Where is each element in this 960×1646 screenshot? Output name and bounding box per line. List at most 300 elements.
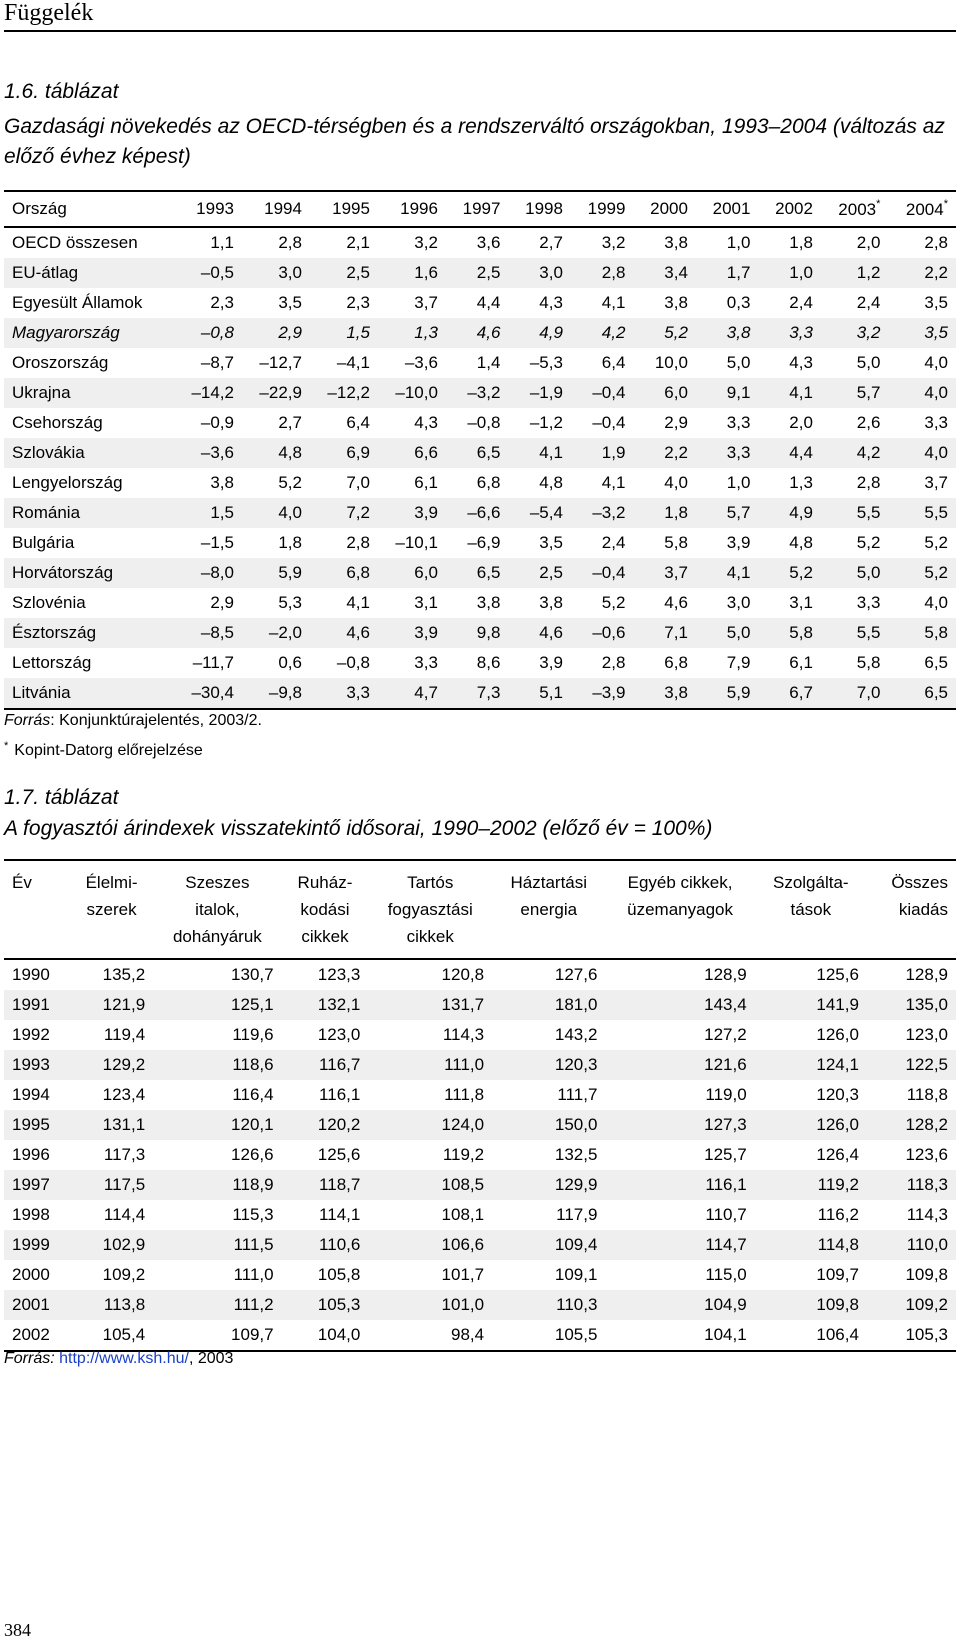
column-header-year xyxy=(821,191,888,227)
column-header-label: 2003 xyxy=(838,200,877,219)
value-cell: 3,9 xyxy=(539,653,563,672)
value-cell: 1,8 xyxy=(789,233,813,252)
year-cell: 1997 xyxy=(4,1170,70,1200)
column-header-label: 1998 xyxy=(525,199,563,218)
value-cell: 2,9 xyxy=(242,318,310,348)
value-cell: 111,0 xyxy=(233,1265,274,1284)
value-cell: –4,1 xyxy=(336,353,370,372)
table2-caption: A fogyasztói árindexek visszatekintő idősorai, 1990–2002 (előző év = 100%) xyxy=(4,817,713,840)
year-cell: 1995 xyxy=(4,1110,70,1140)
value-cell: 2,4 xyxy=(601,533,626,552)
value-cell: 122,5 xyxy=(867,1050,956,1080)
column-header-year xyxy=(758,191,821,227)
value-cell: 123,3 xyxy=(317,965,361,984)
year-cell: 2002 xyxy=(4,1320,70,1351)
value-cell: 111,0 xyxy=(368,1050,492,1080)
value-cell: 6,9 xyxy=(310,438,378,468)
value-cell: 5,0 xyxy=(726,353,751,372)
country-cell: Bulgária xyxy=(12,533,75,552)
value-cell: 117,3 xyxy=(103,1145,146,1164)
column-header-label: 1996 xyxy=(400,199,438,218)
value-cell: 2,6 xyxy=(856,413,881,432)
value-cell: 2,1 xyxy=(346,233,370,252)
column-header-year xyxy=(242,191,310,227)
value-cell: 125,7 xyxy=(704,1145,747,1164)
value-cell: –0,8 xyxy=(336,653,370,672)
value-cell: 6,8 xyxy=(476,473,501,492)
value-cell: 116,1 xyxy=(319,1085,361,1104)
value-cell: –3,6 xyxy=(404,353,438,372)
value-cell: 104,1 xyxy=(605,1320,754,1351)
column-header-year xyxy=(174,191,242,227)
table-row xyxy=(4,558,956,588)
value-cell: 5,2 xyxy=(278,473,302,492)
value-cell: 125,1 xyxy=(153,990,281,1020)
column-header-line: Élelmi- xyxy=(85,873,138,892)
value-cell: 2,2 xyxy=(633,438,696,468)
value-cell: 5,3 xyxy=(278,593,302,612)
value-cell: 124,1 xyxy=(755,1050,867,1080)
value-cell: 114,3 xyxy=(906,1205,948,1224)
page-header xyxy=(4,0,956,32)
value-cell: 118,7 xyxy=(282,1170,369,1200)
value-cell: 9,8 xyxy=(446,618,509,648)
value-cell: 0,6 xyxy=(278,653,302,672)
value-cell: 119,0 xyxy=(705,1085,747,1104)
country-cell: OECD összesen xyxy=(12,233,138,252)
value-cell: 2,5 xyxy=(508,558,571,588)
value-cell: 2,7 xyxy=(539,233,563,252)
value-cell: 3,1 xyxy=(414,593,438,612)
value-cell: –30,4 xyxy=(174,678,242,709)
table-row xyxy=(4,588,956,618)
value-cell: 5,1 xyxy=(508,678,571,709)
value-cell: 3,9 xyxy=(378,618,446,648)
column-header-line: Szolgálta- xyxy=(772,873,849,892)
value-cell: 111,8 xyxy=(444,1085,485,1104)
table-row xyxy=(4,1020,956,1050)
value-cell: 115,3 xyxy=(232,1205,274,1224)
value-cell: 120,8 xyxy=(441,965,485,984)
value-cell: 6,5 xyxy=(924,653,948,672)
value-cell: 143,2 xyxy=(554,1025,598,1044)
value-cell: 123,0 xyxy=(317,1025,361,1044)
value-cell: 3,0 xyxy=(726,593,751,612)
column-header xyxy=(368,860,492,959)
value-cell: 6,4 xyxy=(601,353,626,372)
value-cell: 124,0 xyxy=(368,1110,492,1140)
value-cell: 3,1 xyxy=(789,593,813,612)
value-cell: 5,0 xyxy=(696,618,759,648)
value-cell: –0,4 xyxy=(571,378,634,408)
column-header xyxy=(755,860,867,959)
table-row xyxy=(4,648,956,678)
column-header-line: cikkek xyxy=(301,927,349,946)
value-cell: –12,7 xyxy=(259,353,302,372)
value-cell: –0,9 xyxy=(200,413,234,432)
value-cell: 3,8 xyxy=(664,293,688,312)
value-cell: 135,0 xyxy=(867,990,956,1020)
table-row xyxy=(4,678,956,709)
value-cell: 2,9 xyxy=(210,593,234,612)
value-cell: 3,7 xyxy=(414,293,438,312)
value-cell: 119,2 xyxy=(442,1145,485,1164)
column-header-line: fogyasztási xyxy=(387,900,473,919)
table-row xyxy=(4,227,956,258)
value-cell: 129,9 xyxy=(492,1170,605,1200)
column-header-line: Egyéb cikkek, xyxy=(627,873,733,892)
value-cell: 101,0 xyxy=(368,1290,492,1320)
value-cell: 7,0 xyxy=(821,678,888,709)
column-header-line: Tartós xyxy=(407,873,454,892)
value-cell: 109,8 xyxy=(755,1290,867,1320)
footnote-text: Kopint-Datorg előrejelzése xyxy=(14,742,203,759)
value-cell: 4,4 xyxy=(758,438,821,468)
value-cell: 123,4 xyxy=(102,1085,146,1104)
column-header-label: 1999 xyxy=(587,199,626,218)
value-cell: –3,2 xyxy=(571,498,634,528)
value-cell: 108,1 xyxy=(441,1205,485,1224)
column-header xyxy=(4,860,70,959)
column-header xyxy=(70,860,153,959)
table-row xyxy=(4,438,956,468)
table-row xyxy=(4,1230,956,1260)
value-cell: 126,0 xyxy=(816,1025,859,1044)
value-cell: 2,8 xyxy=(601,653,626,672)
value-cell: 128,9 xyxy=(704,965,747,984)
column-header-label: 2004 xyxy=(905,200,944,219)
source-label: Forrás: xyxy=(4,1350,55,1367)
value-cell: 6,6 xyxy=(378,438,446,468)
column-header-line: italok, xyxy=(195,900,240,919)
value-cell: 114,8 xyxy=(755,1230,867,1260)
value-cell: 4,2 xyxy=(821,438,888,468)
value-cell: 123,0 xyxy=(905,1025,948,1044)
table1-footnote xyxy=(4,740,203,760)
value-cell: 3,7 xyxy=(633,558,696,588)
value-cell: 4,4 xyxy=(476,293,501,312)
source-link[interactable]: http://www.ksh.hu/ xyxy=(59,1350,189,1367)
value-cell: 5,0 xyxy=(856,353,881,372)
forecast-asterisk: * xyxy=(876,198,881,210)
value-cell: 4,3 xyxy=(539,293,563,312)
table-row xyxy=(4,990,956,1020)
value-cell: 3,3 xyxy=(856,593,881,612)
column-header-label: 2001 xyxy=(712,199,751,218)
value-cell: 1,3 xyxy=(378,318,446,348)
value-cell: 0,3 xyxy=(726,293,751,312)
table-row xyxy=(4,1170,956,1200)
value-cell: 2,8 xyxy=(571,258,634,288)
year-cell: 2001 xyxy=(4,1290,70,1320)
table-row xyxy=(4,1320,956,1351)
value-cell: 129,2 xyxy=(70,1050,153,1080)
value-cell: 115,0 xyxy=(705,1265,747,1284)
table-row xyxy=(4,528,956,558)
value-cell: 4,6 xyxy=(664,593,688,612)
value-cell: –0,4 xyxy=(571,558,634,588)
table-header-row xyxy=(4,191,956,227)
value-cell: –8,0 xyxy=(174,558,242,588)
value-cell: 6,0 xyxy=(633,378,696,408)
value-cell: 6,8 xyxy=(310,558,378,588)
column-header xyxy=(153,860,281,959)
value-cell: 7,0 xyxy=(346,473,370,492)
value-cell: 1,0 xyxy=(758,258,821,288)
table-row xyxy=(4,1200,956,1230)
column-header xyxy=(492,860,605,959)
table1-number: 1.6. táblázat xyxy=(4,80,119,103)
value-cell: 4,0 xyxy=(924,353,948,372)
value-cell: 105,4 xyxy=(70,1320,153,1351)
column-header-year xyxy=(310,191,378,227)
value-cell: 3,2 xyxy=(821,318,888,348)
value-cell: 3,5 xyxy=(924,293,948,312)
value-cell: 116,2 xyxy=(817,1205,859,1224)
country-cell: Magyarország xyxy=(4,318,174,348)
value-cell: 128,9 xyxy=(905,965,948,984)
value-cell: –9,8 xyxy=(242,678,310,709)
year-cell: 1992 xyxy=(12,1025,50,1044)
column-header-year xyxy=(378,191,446,227)
value-cell: 3,8 xyxy=(476,593,501,612)
value-cell: –0,5 xyxy=(174,258,242,288)
value-cell: 125,6 xyxy=(317,1145,361,1164)
value-cell: 5,8 xyxy=(758,618,821,648)
value-cell: 9,1 xyxy=(696,378,759,408)
value-cell: 1,8 xyxy=(633,498,696,528)
value-cell: 135,2 xyxy=(102,965,146,984)
column-header-line: tások xyxy=(790,900,832,919)
value-cell: –10,0 xyxy=(378,378,446,408)
value-cell: 132,1 xyxy=(282,990,369,1020)
column-header-year xyxy=(888,191,956,227)
column-header-line: Háztartási xyxy=(510,873,588,892)
value-cell: 2,5 xyxy=(310,258,378,288)
page-number: 384 xyxy=(4,1620,31,1640)
column-header-line: kodási xyxy=(300,900,350,919)
value-cell: –1,2 xyxy=(529,413,563,432)
value-cell: 2,8 xyxy=(924,233,948,252)
value-cell: 7,3 xyxy=(446,678,509,709)
table-row xyxy=(4,378,956,408)
table-row xyxy=(4,1110,956,1140)
table-header-row xyxy=(4,860,956,959)
value-cell: 119,2 xyxy=(755,1170,867,1200)
country-cell: Szlovákia xyxy=(4,438,174,468)
country-cell: Észtország xyxy=(4,618,174,648)
value-cell: 3,7 xyxy=(924,473,948,492)
column-header-year xyxy=(446,191,509,227)
value-cell: 3,5 xyxy=(539,533,563,552)
table-row xyxy=(4,1080,956,1110)
country-cell: Horvátország xyxy=(4,558,174,588)
value-cell: 109,4 xyxy=(492,1230,605,1260)
value-cell: 1,1 xyxy=(210,233,234,252)
value-cell: 4,1 xyxy=(758,378,821,408)
country-cell: Ukrajna xyxy=(4,378,174,408)
value-cell: 4,6 xyxy=(446,318,509,348)
table-row xyxy=(4,1140,956,1170)
value-cell: 4,1 xyxy=(601,293,626,312)
value-cell: 1,2 xyxy=(821,258,888,288)
value-cell: 5,2 xyxy=(888,558,956,588)
value-cell: 116,1 xyxy=(605,1170,754,1200)
value-cell: –1,9 xyxy=(508,378,571,408)
value-cell: 118,8 xyxy=(906,1085,948,1104)
value-cell: 4,7 xyxy=(378,678,446,709)
value-cell: 5,8 xyxy=(664,533,688,552)
country-cell: Oroszország xyxy=(12,353,109,372)
value-cell: 109,7 xyxy=(816,1265,859,1284)
value-cell: 141,9 xyxy=(755,990,867,1020)
value-cell: –3,2 xyxy=(446,378,509,408)
value-cell: 114,7 xyxy=(605,1230,754,1260)
value-cell: 110,0 xyxy=(867,1230,956,1260)
year-cell: 2000 xyxy=(12,1265,50,1284)
value-cell: –3,6 xyxy=(174,438,242,468)
value-cell: 3,0 xyxy=(508,258,571,288)
table2-number: 1.7. táblázat xyxy=(4,786,119,809)
value-cell: 126,0 xyxy=(755,1110,867,1140)
value-cell: 105,5 xyxy=(492,1320,605,1351)
value-cell: 5,2 xyxy=(601,593,626,612)
column-header-line: energia xyxy=(520,900,578,919)
value-cell: 111,2 xyxy=(153,1290,281,1320)
value-cell: 119,6 xyxy=(232,1025,274,1044)
value-cell: 5,8 xyxy=(888,618,956,648)
value-cell: 3,9 xyxy=(378,498,446,528)
value-cell: –6,6 xyxy=(446,498,509,528)
value-cell: 1,3 xyxy=(789,473,813,492)
column-header-year xyxy=(696,191,759,227)
value-cell: 3,2 xyxy=(414,233,438,252)
value-cell: 4,3 xyxy=(789,353,813,372)
table-row xyxy=(4,1260,956,1290)
value-cell: 117,5 xyxy=(70,1170,153,1200)
value-cell: 1,6 xyxy=(378,258,446,288)
section-title: Függelék xyxy=(4,0,94,26)
value-cell: 1,5 xyxy=(174,498,242,528)
value-cell: 4,6 xyxy=(508,618,571,648)
table1-caption: Gazdasági növekedés az OECD-térségben és a rendszerváltó országokban, 1993–2004 (változás az előző évhez képest) xyxy=(4,115,945,168)
value-cell: 98,4 xyxy=(368,1320,492,1351)
value-cell: 2,9 xyxy=(664,413,688,432)
value-cell: –6,9 xyxy=(467,533,501,552)
value-cell: 113,8 xyxy=(70,1290,153,1320)
country-cell: Litvánia xyxy=(4,678,174,709)
year-cell: 1990 xyxy=(12,965,50,984)
value-cell: –22,9 xyxy=(242,378,310,408)
table-row xyxy=(4,959,956,990)
value-cell: 118,9 xyxy=(153,1170,281,1200)
value-cell: 3,5 xyxy=(888,318,956,348)
value-cell: 7,2 xyxy=(310,498,378,528)
year-cell: 1993 xyxy=(4,1050,70,1080)
column-header-country xyxy=(4,191,174,227)
value-cell: 4,8 xyxy=(789,533,813,552)
value-cell: –2,0 xyxy=(242,618,310,648)
value-cell: 1,8 xyxy=(278,533,302,552)
forecast-asterisk: * xyxy=(943,198,948,210)
value-cell: –8,7 xyxy=(200,353,234,372)
value-cell: 106,6 xyxy=(368,1230,492,1260)
value-cell: 5,9 xyxy=(242,558,310,588)
value-cell: 130,7 xyxy=(231,965,274,984)
value-cell: 121,6 xyxy=(605,1050,754,1080)
price-index-table xyxy=(4,859,956,1352)
value-cell: 111,5 xyxy=(153,1230,281,1260)
country-cell: Lettország xyxy=(12,653,92,672)
value-cell: 6,7 xyxy=(758,678,821,709)
value-cell: 110,3 xyxy=(492,1290,605,1320)
value-cell: 3,8 xyxy=(664,233,688,252)
value-cell: –14,2 xyxy=(174,378,242,408)
column-header xyxy=(605,860,754,959)
value-cell: 114,4 xyxy=(103,1205,146,1224)
source-text: : Konjunktúrajelentés, 2003/2. xyxy=(50,712,262,729)
column-header-label: Ország xyxy=(12,199,67,218)
value-cell: 2,8 xyxy=(278,233,302,252)
table-row xyxy=(4,1290,956,1320)
value-cell: 4,8 xyxy=(539,473,563,492)
column-header-label: 2000 xyxy=(650,199,688,218)
value-cell: 5,2 xyxy=(758,558,821,588)
value-cell: 10,0 xyxy=(654,353,688,372)
value-cell: 109,1 xyxy=(554,1265,598,1284)
table-row xyxy=(4,318,956,348)
year-cell: 1994 xyxy=(12,1085,50,1104)
table-row xyxy=(4,288,956,318)
source-suffix: , 2003 xyxy=(188,1350,234,1367)
column-header-line: Összes xyxy=(891,873,948,892)
value-cell: –5,3 xyxy=(529,353,563,372)
value-cell: 101,7 xyxy=(441,1265,485,1284)
value-cell: 2,2 xyxy=(888,258,956,288)
value-cell: 119,4 xyxy=(103,1025,146,1044)
value-cell: 4,0 xyxy=(888,438,956,468)
column-header xyxy=(282,860,369,959)
value-cell: 4,6 xyxy=(310,618,378,648)
value-cell: 4,2 xyxy=(571,318,634,348)
value-cell: 109,8 xyxy=(905,1265,948,1284)
value-cell: 5,2 xyxy=(856,533,881,552)
country-cell: Románia xyxy=(4,498,174,528)
column-header-label: 1995 xyxy=(332,199,370,218)
value-cell: 131,7 xyxy=(368,990,492,1020)
value-cell: 3,3 xyxy=(726,413,751,432)
value-cell: 2,7 xyxy=(278,413,302,432)
value-cell: 120,2 xyxy=(282,1110,369,1140)
value-cell: 5,5 xyxy=(821,618,888,648)
value-cell: 2,5 xyxy=(446,258,509,288)
value-cell: 123,6 xyxy=(905,1145,948,1164)
value-cell: 108,5 xyxy=(368,1170,492,1200)
value-cell: 2,3 xyxy=(210,293,234,312)
table-row xyxy=(4,618,956,648)
value-cell: –10,1 xyxy=(395,533,438,552)
value-cell: 127,6 xyxy=(554,965,598,984)
value-cell: 110,6 xyxy=(282,1230,369,1260)
value-cell: 3,4 xyxy=(633,258,696,288)
country-cell: Csehország xyxy=(12,413,103,432)
value-cell: 109,2 xyxy=(867,1290,956,1320)
value-cell: 4,0 xyxy=(664,473,688,492)
value-cell: 126,6 xyxy=(231,1145,274,1164)
year-cell: 1991 xyxy=(4,990,70,1020)
value-cell: 6,5 xyxy=(446,438,509,468)
column-header xyxy=(867,860,956,959)
